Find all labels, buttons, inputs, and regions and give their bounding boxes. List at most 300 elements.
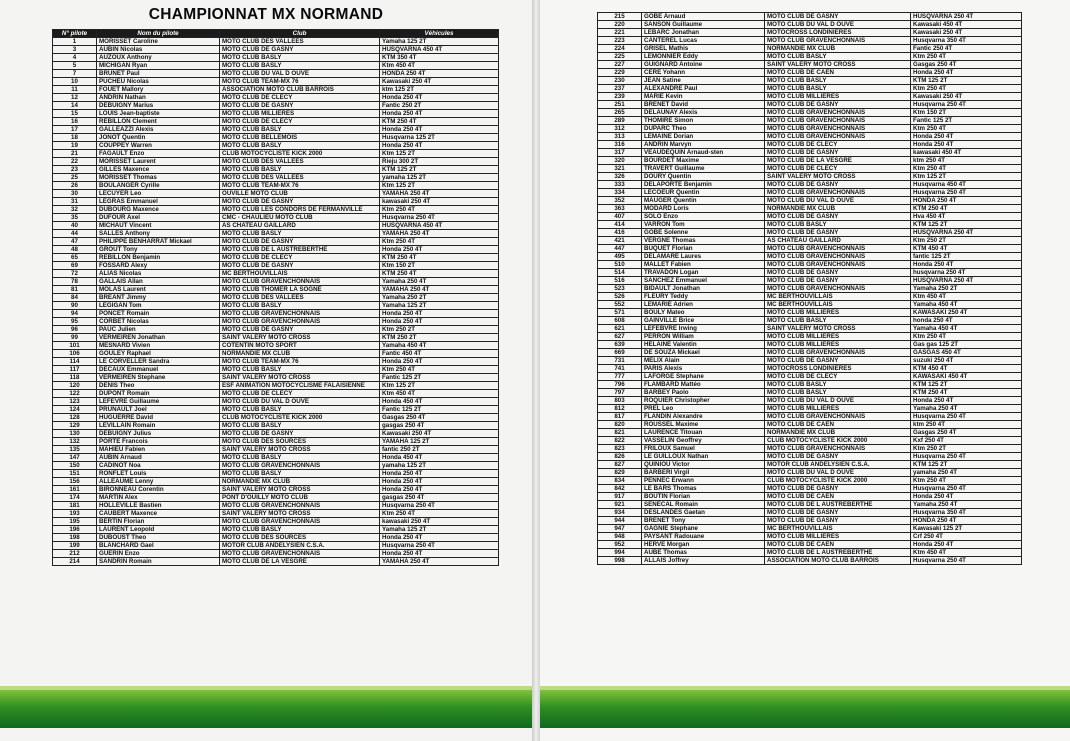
club: MOTO CLUB TEAM-MX 76 bbox=[220, 182, 380, 190]
table-row bbox=[598, 437, 1022, 445]
pilot-number: 669 bbox=[598, 349, 642, 357]
vehicle: Husqvarna 250 4T bbox=[911, 413, 1022, 421]
pilot-name: LOUIS Jean-baptiste bbox=[97, 110, 220, 118]
pilot-number: 917 bbox=[598, 493, 642, 501]
vehicle: Ktm 250 4T bbox=[911, 53, 1022, 61]
pilot-name: MORISSET Laurent bbox=[97, 158, 220, 166]
vehicle: Crf 250 4T bbox=[911, 533, 1022, 541]
pilot-name: CANTEREL Lucas bbox=[642, 37, 765, 45]
table-row bbox=[53, 438, 499, 446]
club: MOTO CLUB DE CLECY bbox=[220, 118, 380, 126]
table-row bbox=[598, 301, 1022, 309]
pilot-name: VASSELIN Geoffrey bbox=[642, 437, 765, 445]
pilot-number: 221 bbox=[598, 29, 642, 37]
club: MOTO CLUB DE CLECY bbox=[765, 141, 911, 149]
pilot-name: BERTIN Florian bbox=[97, 518, 220, 526]
pilot-name: VARRON Tom bbox=[642, 221, 765, 229]
pilot-name: HERVE Morgan bbox=[642, 541, 765, 549]
pilot-number: 326 bbox=[598, 173, 642, 181]
pilot-number: 114 bbox=[53, 358, 97, 366]
table-row bbox=[53, 542, 499, 550]
pilot-name: LEGRAS Emmanuel bbox=[97, 198, 220, 206]
vehicle: Gasgas 250 4T bbox=[911, 61, 1022, 69]
club: SAINT VALERY MOTO CROSS bbox=[765, 173, 911, 181]
club: MOTO CLUB BASLY bbox=[765, 389, 911, 397]
club: MOTO CLUB DES VALLEES bbox=[220, 158, 380, 166]
pilot-number: 32 bbox=[53, 206, 97, 214]
vehicle: Ktm 250 4T bbox=[380, 510, 499, 518]
vehicle: KTM 250 2T bbox=[380, 334, 499, 342]
pilot-number: 817 bbox=[598, 413, 642, 421]
pilot-number: 796 bbox=[598, 381, 642, 389]
pilot-name: LEMAINE Dorian bbox=[642, 133, 765, 141]
vehicle: KTM 125 2T bbox=[911, 461, 1022, 469]
table-row bbox=[598, 453, 1022, 461]
vehicle: Honda 250 4T bbox=[380, 478, 499, 486]
table-row bbox=[53, 334, 499, 342]
vehicle: kawasaki 250 4T bbox=[380, 518, 499, 526]
vehicle: Honda 250 4T bbox=[911, 261, 1022, 269]
pilot-name: LEVILLAIN Romain bbox=[97, 422, 220, 430]
pilot-number: 934 bbox=[598, 509, 642, 517]
vehicle: Ktm 150 2T bbox=[380, 262, 499, 270]
pilot-number: 10 bbox=[53, 78, 97, 86]
pilot-number: 44 bbox=[53, 230, 97, 238]
vehicle: KTM 250 4T bbox=[380, 254, 499, 262]
pilot-name: COUPPEY Warren bbox=[97, 142, 220, 150]
pilot-name: CAUBERT Maxence bbox=[97, 510, 220, 518]
pilot-name: BRENET Tony bbox=[642, 517, 765, 525]
pilot-number: 812 bbox=[598, 405, 642, 413]
pilot-number: 174 bbox=[53, 494, 97, 502]
vehicle: GASGAS 450 4T bbox=[911, 349, 1022, 357]
vehicle: Honda 250 4T bbox=[380, 142, 499, 150]
vehicle: Ktm 125 2T bbox=[380, 182, 499, 190]
pilot-number: 120 bbox=[53, 382, 97, 390]
vehicle: KTM 450 4T bbox=[911, 245, 1022, 253]
pilot-name: REBILLON Benjamin bbox=[97, 254, 220, 262]
table-row bbox=[53, 326, 499, 334]
pilot-name: DESLANDES Gaetan bbox=[642, 509, 765, 517]
club: MOTO CLUB BASLY bbox=[220, 62, 380, 70]
vehicle: Honda 250 4T bbox=[911, 69, 1022, 77]
vehicle: Ktm 125 2T bbox=[911, 173, 1022, 181]
pilot-name: LAFORGE Stephane bbox=[642, 373, 765, 381]
pilot-name: GRISEL Mathis bbox=[642, 45, 765, 53]
club: NORMANDIE MX CLUB bbox=[765, 205, 911, 213]
pilot-name: PUCHEU Nicolas bbox=[97, 78, 220, 86]
table-row bbox=[598, 293, 1022, 301]
table-row bbox=[598, 21, 1022, 29]
pilot-number: 90 bbox=[53, 302, 97, 310]
vehicle: Fantic 125 2T bbox=[380, 406, 499, 414]
table-row bbox=[598, 405, 1022, 413]
vehicle: Yamaha 250 4T bbox=[911, 405, 1022, 413]
table-row bbox=[53, 254, 499, 262]
pilot-number: 16 bbox=[53, 118, 97, 126]
pilot-name: MICHIGAN Ryan bbox=[97, 62, 220, 70]
club: MOTO CLUB BASLY bbox=[220, 54, 380, 62]
table-row bbox=[53, 86, 499, 94]
table-row bbox=[598, 141, 1022, 149]
pilot-name: ANDRIN Nathan bbox=[97, 94, 220, 102]
club: NORMANDIE MX CLUB bbox=[765, 45, 911, 53]
club: SAINT VALERY MOTO CROSS bbox=[220, 486, 380, 494]
table-row bbox=[598, 237, 1022, 245]
table-row bbox=[53, 78, 499, 86]
vehicle: KAWASAKI 250 4T bbox=[911, 309, 1022, 317]
vehicle: KTM 250 4T bbox=[380, 270, 499, 278]
table-row bbox=[598, 317, 1022, 325]
table-row bbox=[53, 478, 499, 486]
club: MC BERTHOUVILLAIS bbox=[765, 301, 911, 309]
vehicle: Kawasaki 450 4T bbox=[911, 21, 1022, 29]
table-row bbox=[598, 541, 1022, 549]
pilot-number: 803 bbox=[598, 397, 642, 405]
club: MOTO CLUB DE GASNY bbox=[765, 485, 911, 493]
club: MOTO CLUB BASLY bbox=[220, 230, 380, 238]
pilot-name: GUIGNARD Antoine bbox=[642, 61, 765, 69]
club: MOTO CLUB GRAVENCHONNAIS bbox=[765, 445, 911, 453]
club: MOTO CLUB DE CAEN bbox=[765, 421, 911, 429]
pilot-name: MODARD Loris bbox=[642, 205, 765, 213]
table-row bbox=[53, 430, 499, 438]
pilot-name: DUFOUR Axel bbox=[97, 214, 220, 222]
pilot-name: PHILIPPE BENHARRAT Mickael bbox=[97, 238, 220, 246]
pilot-name: DUPONT Romain bbox=[97, 390, 220, 398]
pilot-name: BREANT Jimmy bbox=[97, 294, 220, 302]
table-row bbox=[598, 37, 1022, 45]
table-row bbox=[53, 62, 499, 70]
pilot-name: ALLEAUME Lenny bbox=[97, 478, 220, 486]
club: MOTO CLUB GRAVENCHONNAIS bbox=[765, 37, 911, 45]
club: MOTO CLUB DE CLECY bbox=[220, 390, 380, 398]
pilot-number: 18 bbox=[53, 134, 97, 142]
vehicle: Ktm 450 4T bbox=[380, 390, 499, 398]
pilot-number: 181 bbox=[53, 502, 97, 510]
vehicle: Kawasaki 250 4T bbox=[911, 93, 1022, 101]
table-row bbox=[53, 46, 499, 54]
pilot-name: BRENET David bbox=[642, 101, 765, 109]
header-vehicle: Véhicules bbox=[380, 30, 499, 38]
pilot-number: 251 bbox=[598, 101, 642, 109]
pilot-number: 23 bbox=[53, 166, 97, 174]
table-row bbox=[53, 358, 499, 366]
vehicle: Honda 250 4T bbox=[911, 133, 1022, 141]
club: MOTO CLUB BASLY bbox=[220, 422, 380, 430]
pilot-number: 510 bbox=[598, 261, 642, 269]
club: AS CHATEAU GAILLARD bbox=[765, 237, 911, 245]
club: MOTO CLUB DES SOURCES bbox=[220, 534, 380, 542]
pilot-name: MORISSET Caroline bbox=[97, 38, 220, 46]
vehicle: Ktm 250 4T bbox=[911, 477, 1022, 485]
club: MOTO CLUB DE CLECY bbox=[220, 94, 380, 102]
table-row bbox=[598, 517, 1022, 525]
vehicle: Husqvarna 250 4T bbox=[380, 214, 499, 222]
club: MOTO CLUB BASLY bbox=[765, 53, 911, 61]
pilot-number: 627 bbox=[598, 333, 642, 341]
pilot-number: 65 bbox=[53, 254, 97, 262]
table-row bbox=[53, 462, 499, 470]
club: MOTO CLUB TEAM-MX 76 bbox=[220, 358, 380, 366]
club: MOTO CLUB BASLY bbox=[765, 381, 911, 389]
pilot-name: MAUGER Quentin bbox=[642, 197, 765, 205]
table-header bbox=[53, 30, 499, 38]
club: MOTO CLUB GRAVENCHONNAIS bbox=[765, 413, 911, 421]
pilot-number: 834 bbox=[598, 477, 642, 485]
vehicle: Ktm 250 4T bbox=[911, 333, 1022, 341]
pilot-table-right bbox=[597, 12, 1022, 565]
club: ASSOCIATION MOTO CLUB BARROIS bbox=[765, 557, 911, 565]
pilot-number: 516 bbox=[598, 277, 642, 285]
table-row bbox=[598, 197, 1022, 205]
pilot-name: HUGUERRE David bbox=[97, 414, 220, 422]
table-row bbox=[53, 246, 499, 254]
pilot-name: FLEURY Teddy bbox=[642, 293, 765, 301]
club: SAINT VALERY MOTO CROSS bbox=[220, 510, 380, 518]
footer-green-band-right bbox=[540, 690, 1070, 728]
pilot-number: 526 bbox=[598, 293, 642, 301]
vehicle: Honda 250 4T bbox=[911, 541, 1022, 549]
pilot-number: 523 bbox=[598, 285, 642, 293]
vehicle: Ktm 250 4T bbox=[380, 206, 499, 214]
pilot-name: TRAVADON Logan bbox=[642, 269, 765, 277]
club: PONT D'OUILLY MOTO CLUB bbox=[220, 494, 380, 502]
pilot-number: 948 bbox=[598, 533, 642, 541]
club: MOTOR CLUB ANDELYSIEN C.S.A. bbox=[765, 461, 911, 469]
club: MC BERTHOUVILLAIS bbox=[765, 525, 911, 533]
pilot-number: 552 bbox=[598, 301, 642, 309]
header-club: Club bbox=[220, 30, 380, 38]
vehicle: Ktm 250 2T bbox=[911, 237, 1022, 245]
pilot-number: 17 bbox=[53, 126, 97, 134]
table-row bbox=[598, 53, 1022, 61]
pilot-name: TRAVERT Guillaume bbox=[642, 165, 765, 173]
table-row bbox=[53, 406, 499, 414]
vehicle: yamaha 125 2T bbox=[380, 174, 499, 182]
pilot-name: DELAPORTE Benjamin bbox=[642, 181, 765, 189]
pilot-number: 81 bbox=[53, 286, 97, 294]
club: COTENTIN MOTO SPORT bbox=[220, 342, 380, 350]
club: NORMANDIE MX CLUB bbox=[765, 429, 911, 437]
club: MOTO CLUB DU VAL D OUVE bbox=[765, 197, 911, 205]
table-row bbox=[598, 229, 1022, 237]
table-row bbox=[598, 61, 1022, 69]
table-row bbox=[598, 509, 1022, 517]
table-row bbox=[598, 397, 1022, 405]
vehicle: Kxf 250 4T bbox=[911, 437, 1022, 445]
table-row bbox=[53, 190, 499, 198]
club: MOTO CLUB GRAVENCHONNAIS bbox=[220, 550, 380, 558]
vehicle: Ktm 250 4T bbox=[911, 125, 1022, 133]
table-row bbox=[53, 286, 499, 294]
pilot-number: 69 bbox=[53, 262, 97, 270]
table-row bbox=[53, 414, 499, 422]
club: MOTO CLUB BASLY bbox=[220, 526, 380, 534]
header-pilot-number: N° pilote bbox=[53, 30, 97, 38]
club: MOTO CLUB GRAVENCHONNAIS bbox=[220, 318, 380, 326]
vehicle: Ktm 250 4T bbox=[380, 238, 499, 246]
pilot-name: GOBE Arnaud bbox=[642, 13, 765, 21]
vehicle: Husqvarna 250 4T bbox=[380, 502, 499, 510]
pilot-name: DENIS Theo bbox=[97, 382, 220, 390]
pilot-name: MALLET Fabien bbox=[642, 261, 765, 269]
club: MOTO CLUB MILLIERES bbox=[765, 341, 911, 349]
vehicle: Yamaha 250 4T bbox=[380, 278, 499, 286]
vehicle: KTM 125 2T bbox=[911, 381, 1022, 389]
pilot-name: LE BARS Thomas bbox=[642, 485, 765, 493]
table-row bbox=[598, 413, 1022, 421]
pilot-number: 117 bbox=[53, 366, 97, 374]
pilot-name: ROUSSEL Maxime bbox=[642, 421, 765, 429]
pilot-number: 40 bbox=[53, 222, 97, 230]
vehicle: suzuki 250 4T bbox=[911, 357, 1022, 365]
pilot-name: LE GUILLOUX Nathan bbox=[642, 453, 765, 461]
vehicle: Husqvarna 350 4T bbox=[911, 37, 1022, 45]
table-row bbox=[598, 101, 1022, 109]
club: MOTO CLUB MILLIERES bbox=[765, 93, 911, 101]
club: SAINT VALERY MOTO CROSS bbox=[220, 374, 380, 382]
pilot-number: 447 bbox=[598, 245, 642, 253]
pilot-number: 363 bbox=[598, 205, 642, 213]
pilot-name: HOLLEVILLE Bastien bbox=[97, 502, 220, 510]
pilot-number: 421 bbox=[598, 237, 642, 245]
table-row bbox=[53, 182, 499, 190]
pilot-number: 118 bbox=[53, 374, 97, 382]
pilot-number: 826 bbox=[598, 453, 642, 461]
table-row bbox=[53, 382, 499, 390]
pilot-name: FOUET Mallory bbox=[97, 86, 220, 94]
vehicle: HUSQVARNA 450 4T bbox=[380, 46, 499, 54]
table-row bbox=[598, 93, 1022, 101]
vehicle: KTM 250 4T bbox=[911, 205, 1022, 213]
pilot-number: 230 bbox=[598, 77, 642, 85]
table-row bbox=[53, 126, 499, 134]
pilot-number: 4 bbox=[53, 54, 97, 62]
club: MOTO CLUB DE GASNY bbox=[765, 517, 911, 525]
club: MOTO CLUB DES VALLEES bbox=[220, 38, 380, 46]
pilot-name: GOULEY Raphael bbox=[97, 350, 220, 358]
pilot-number: 31 bbox=[53, 198, 97, 206]
club: OUVILLE MOTO CLUB bbox=[220, 190, 380, 198]
table-row bbox=[53, 54, 499, 62]
pilot-name: SANDRIN Romain bbox=[97, 558, 220, 566]
pilot-name: BOULANGER Cyrille bbox=[97, 182, 220, 190]
pilot-name: GALLAIS Allan bbox=[97, 278, 220, 286]
table-row bbox=[53, 342, 499, 350]
vehicle: Honda 250 4T bbox=[380, 110, 499, 118]
table-row bbox=[53, 310, 499, 318]
pilot-name: LAURENCE Titouan bbox=[642, 429, 765, 437]
vehicle: YAMAHA 250 4T bbox=[380, 558, 499, 566]
table-body-left bbox=[53, 38, 499, 566]
pilot-number: 320 bbox=[598, 157, 642, 165]
club: MOTO CLUB DE GASNY bbox=[765, 13, 911, 21]
table-row bbox=[598, 373, 1022, 381]
table-row bbox=[598, 221, 1022, 229]
vehicle: HONDA 250 4T bbox=[380, 70, 499, 78]
club: MOTO CLUB BASLY bbox=[220, 166, 380, 174]
page-spine bbox=[532, 0, 540, 741]
club: MOTO CLUB DE LA VESGRE bbox=[220, 558, 380, 566]
club: MOTO CLUB DE GASNY bbox=[220, 102, 380, 110]
header-pilot-name: Nom du pilote bbox=[97, 30, 220, 38]
pilot-number: 998 bbox=[598, 557, 642, 565]
pilot-name: DUPARC Theo bbox=[642, 125, 765, 133]
pilot-name: BOULY Mateo bbox=[642, 309, 765, 317]
pilot-number: 11 bbox=[53, 86, 97, 94]
table-row bbox=[598, 261, 1022, 269]
pilot-number: 639 bbox=[598, 341, 642, 349]
club: SAINT VALERY MOTO CROSS bbox=[220, 334, 380, 342]
table-row bbox=[598, 421, 1022, 429]
table-row bbox=[598, 277, 1022, 285]
pilot-name: DEBUIGNY Marius bbox=[97, 102, 220, 110]
table-row bbox=[598, 149, 1022, 157]
vehicle: fantic 125 2T bbox=[911, 253, 1022, 261]
table-row bbox=[53, 110, 499, 118]
table-row bbox=[53, 350, 499, 358]
table-row bbox=[598, 125, 1022, 133]
pilot-name: DUBOUST Theo bbox=[97, 534, 220, 542]
vehicle: Ktm 450 4T bbox=[911, 549, 1022, 557]
pilot-name: LAURENT Leopold bbox=[97, 526, 220, 534]
table-row bbox=[598, 461, 1022, 469]
vehicle: husqvarna 250 4T bbox=[911, 269, 1022, 277]
pilot-number: 15 bbox=[53, 110, 97, 118]
table-row bbox=[598, 365, 1022, 373]
pilot-number: 30 bbox=[53, 190, 97, 198]
club: MOTO CLUB GRAVENCHONNAIS bbox=[765, 261, 911, 269]
pilot-number: 921 bbox=[598, 501, 642, 509]
pilot-name: MICHAUT Vincent bbox=[97, 222, 220, 230]
table-row bbox=[53, 278, 499, 286]
pilot-number: 47 bbox=[53, 238, 97, 246]
table-row bbox=[53, 118, 499, 126]
club: MOTO CLUB DES SOURCES bbox=[220, 438, 380, 446]
pilot-name: MESNARD Vivien bbox=[97, 342, 220, 350]
vehicle: fantic 250 2T bbox=[380, 446, 499, 454]
club: MOTO CLUB DE LA VESGRE bbox=[765, 157, 911, 165]
pilot-number: 14 bbox=[53, 102, 97, 110]
table-row bbox=[598, 485, 1022, 493]
pilot-number: 316 bbox=[598, 141, 642, 149]
vehicle: honda 250 4T bbox=[911, 317, 1022, 325]
vehicle: Fantic 125 2T bbox=[380, 374, 499, 382]
pilot-name: AUBIN Nicolas bbox=[97, 46, 220, 54]
vehicle: ktm 250 4T bbox=[911, 157, 1022, 165]
vehicle: Ktm 250 4T bbox=[380, 366, 499, 374]
pilot-number: 95 bbox=[53, 318, 97, 326]
vehicle: Kawasaki 250 4T bbox=[380, 430, 499, 438]
vehicle: Yamaha 125 2T bbox=[380, 302, 499, 310]
club: MOTO CLUB DES VALLEES bbox=[220, 294, 380, 302]
club: MOTO CLUB BASLY bbox=[220, 406, 380, 414]
table-row bbox=[53, 486, 499, 494]
pilot-name: GALLEAZZI Alexis bbox=[97, 126, 220, 134]
pilot-number: 128 bbox=[53, 414, 97, 422]
vehicle: gasgas 250 4T bbox=[380, 494, 499, 502]
vehicle: Husqvarna 250 4T bbox=[380, 542, 499, 550]
pilot-name: FRILOUX Samuel bbox=[642, 445, 765, 453]
table-row bbox=[53, 534, 499, 542]
pilot-number: 129 bbox=[53, 422, 97, 430]
table-row bbox=[53, 38, 499, 46]
vehicle: Husqvarna 250 4T bbox=[911, 453, 1022, 461]
club: MOTO CLUB BASLY bbox=[765, 85, 911, 93]
table-row bbox=[598, 341, 1022, 349]
table-row bbox=[598, 477, 1022, 485]
